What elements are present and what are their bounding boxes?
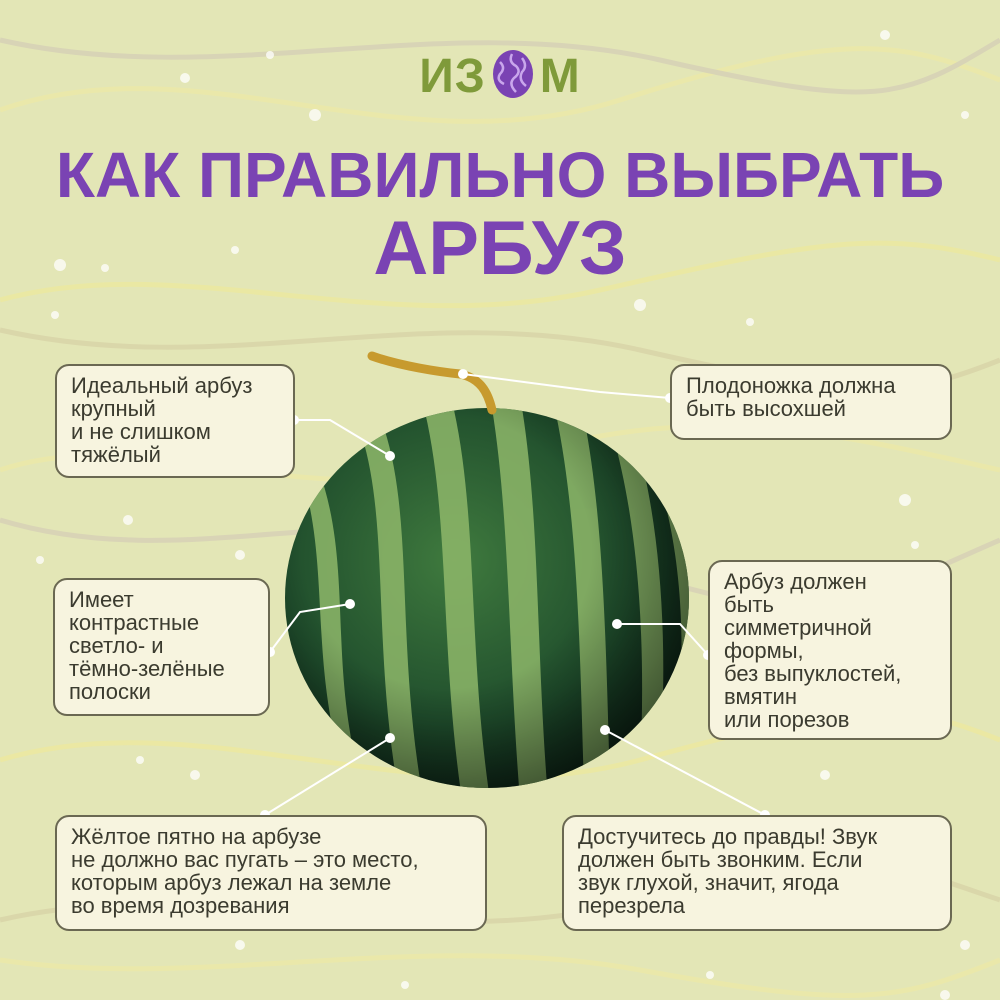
tip-sound: Достучитесь до правды! Звук должен быть звонким. Если звук глухой, значит, ягода перезрела xyxy=(562,815,952,931)
tip-stem: Плодоножка должна быть высохшей xyxy=(670,364,952,440)
logo-text-right: М xyxy=(539,50,581,103)
page-title-line-1: КАК ПРАВИЛЬНО ВЫБРАТЬ xyxy=(55,139,945,211)
tip-size: Идеальный арбуз крупный и не слишком тяжёлый xyxy=(55,364,295,478)
tip-shape: Арбуз должен быть симметричной формы, без выпуклостей, вмятин или порезов xyxy=(708,560,952,740)
logo-text-left: ИЗ xyxy=(419,50,486,103)
page-title-line-2: АРБУЗ xyxy=(373,206,627,291)
tip-yellow-spot: Жёлтое пятно на арбузе не должно вас пугать – это место, которым арбуз лежал на земле во время дозревания xyxy=(55,815,487,931)
watermelon-stem xyxy=(372,356,492,410)
tip-stripes: Имеет контрастные светло- и тёмно-зелёные полоски xyxy=(53,578,270,716)
